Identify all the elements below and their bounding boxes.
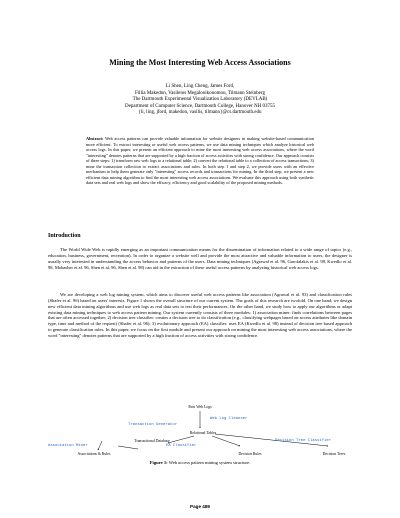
department-affiliation: Department of Computer Science, Dartmouth College, Hanover NH 03755 bbox=[125, 103, 275, 109]
abstract-label: Abstract: bbox=[86, 136, 104, 141]
process-association-miner: Association Miner bbox=[48, 444, 88, 448]
author-emails: {li, ling, jford, makedon, vasilis, tilmann}@cs.dartmouth.edu bbox=[138, 110, 262, 116]
figure-caption-text: Web access pattern mining system structure. bbox=[167, 460, 251, 465]
process-decision-tree-classifier: Decision Tree Classifier bbox=[275, 439, 332, 443]
author-names-line-2: Fillia Makedon, Vasileios Megalooikonomou, Tilmann Steinberg bbox=[135, 90, 265, 96]
arrow-transactions-to-miner bbox=[118, 446, 138, 449]
paper-title: Mining the Most Interesting Web Access Associations bbox=[109, 58, 291, 67]
intro-paragraph-1-text: The World Wide Web is rapidly emerging as an important communication means for the dissemination of information related to a wide range of topics (e.g., education, business, government, recreation). In order to organize a website well and provide the most attractive and valuable information to users, the designer is usually very interested in understanding the access behavior and patterns of the users. Data mining techniques (Agrawal et al. 96, Garofalakis et al. 98, Kwedlo et al. 98, Mobasher et al. 96, Shen et al. 96, Shen et al. 98) can aid in the extraction of these useful access patterns by analyzing historical web access logs. bbox=[48, 247, 352, 270]
node-relational-tables: Relational Tables bbox=[189, 431, 217, 435]
process-web-log-cleanser: Web Log Cleanser bbox=[210, 417, 248, 421]
process-ea-classifier: EA Classifier bbox=[166, 444, 197, 448]
figure-caption-label: Figure 1: bbox=[149, 460, 168, 465]
arrow-tables-to-transactions bbox=[168, 436, 194, 443]
arrow-miner-to-rules bbox=[98, 441, 102, 450]
arrow-tables-to-decision-rules bbox=[212, 436, 240, 446]
abstract-text: Web access patterns can provide valuable information for website designers in making website-based communication more efficient. To extract interesting or useful web access patterns, we use data mining techniques which analyze historical web access logs. In this paper, we present an efficient approach to mine the most interesting web access associations, where the word "interesting" denotes patterns that are supported by a high fraction of access activities with strong confidence. Our approach consists of three steps: 1) transform raw web logs to a relational table; 2) convert the relational table to a collection of access transactions; 3) mine the transaction collection to extract associations and rules. In both step 1 and step 2, we provide users with an effective mechanism to help them generate only "interesting" access records and transactions for mining. In the third step, we present a new efficient data mining algorithm to find the most interesting web access associations. We evaluate this approach using both synthetic data sets and real web logs and show the efficacy, efficiency and good scalability of the proposed mining methods. bbox=[86, 136, 314, 186]
node-associations-rules: Associations & Rules bbox=[77, 452, 111, 456]
node-raw-web-logs: Raw Web Logs bbox=[188, 405, 212, 409]
section-heading-introduction: Introduction bbox=[48, 233, 81, 239]
intro-paragraph-2-text: We are developing a web log mining system, which aims to discover useful web access patterns like association (Agrawal et al. 93) and classification rules (Shafer et al. 96) based on users' interests. Figure 1 shows the overall structure of our current system. The goals of this research are twofold. On one hand, we design new efficient data mining algorithms and use web logs as real data sets to test their performances. On the other hand, we study how to apply our algorithms or adapt existing data mining techniques to web access pattern mining. Our system currently consists of three modules: 1) association miner: finds correlations between pages that are often accessed together; 2) decision tree classifier: creates a decision tree to do classification (e.g., classifying webpages based on access attributes like domain type, time and method of the request) (Shafer et al. 96); 3) evolutionary approach (EA) classifier: uses EA (Kwedlo et al. 98) instead of decision tree based approach to generate classification rules. In this paper, we focus on the first module and present our approach on mining the most interesting web access associations, where the word "interesting" denotes patterns that are supported by a high fraction of access activities with strong confidence. bbox=[48, 292, 352, 338]
node-transactional-database: Transactional Database bbox=[134, 439, 170, 443]
figure-caption bbox=[0, 460, 400, 465]
process-transaction-generator: Transaction Generator bbox=[128, 423, 178, 427]
page-number: Page 489 bbox=[190, 504, 210, 509]
lab-affiliation: The Dartmouth Experimental Visualization Laboratory (DEVLAB) bbox=[132, 97, 268, 103]
node-decision-trees: Decision Trees bbox=[322, 452, 346, 456]
author-names-line-1: Li Shen, Ling Cheng, James Ford, bbox=[165, 84, 235, 89]
node-decision-rules: Decision Rules bbox=[238, 452, 262, 456]
